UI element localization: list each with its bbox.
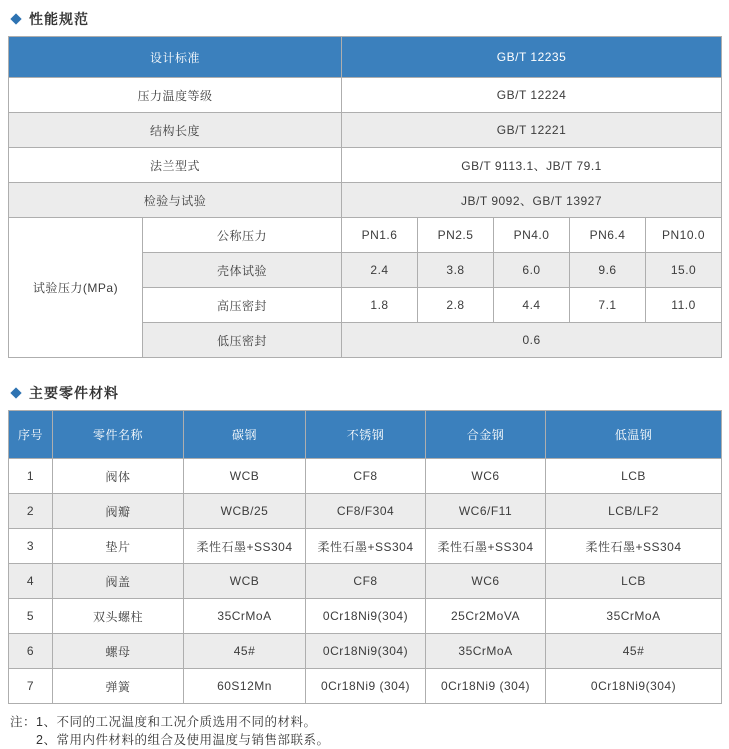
cell-part-name: 阀体 <box>53 459 184 494</box>
cell-material: 0Cr18Ni9(304) <box>306 599 426 634</box>
footnote-line: 1、不同的工况温度和工况介质选用不同的材料。 <box>36 715 317 729</box>
cell-material: 45# <box>184 634 306 669</box>
cell-part-name: 阀瓣 <box>53 494 184 529</box>
table-row <box>9 37 722 78</box>
cell-material: LCB/LF2 <box>546 494 722 529</box>
cell-label: 低压密封 <box>143 323 342 358</box>
cell-part-name: 双头螺柱 <box>53 599 184 634</box>
table-row <box>9 218 722 253</box>
cell-value: 7.1 <box>570 288 646 323</box>
footnotes <box>10 713 721 749</box>
cell-index: 4 <box>9 564 53 599</box>
cell-material: 柔性石墨+SS304 <box>306 529 426 564</box>
table-row <box>9 459 722 494</box>
cell-material: WC6/F11 <box>426 494 546 529</box>
column-header: 低温钢 <box>546 411 722 459</box>
cell-index: 7 <box>9 669 53 704</box>
cell-material: LCB <box>546 459 722 494</box>
materials-table <box>8 410 722 704</box>
cell-material: 柔性石墨+SS304 <box>184 529 306 564</box>
cell-value: 2.8 <box>418 288 494 323</box>
cell-value: PN4.0 <box>494 218 570 253</box>
cell-value: PN6.4 <box>570 218 646 253</box>
cell-value: 0.6 <box>342 323 722 358</box>
cell-value: 2.4 <box>342 253 418 288</box>
cell-value: 3.8 <box>418 253 494 288</box>
cell-material: CF8 <box>306 459 426 494</box>
table-row <box>9 529 722 564</box>
section-title-text: 主要零件材料 <box>29 385 119 401</box>
cell-material: CF8 <box>306 564 426 599</box>
cell-part-name: 弹簧 <box>53 669 184 704</box>
cell-value: GB/T 12221 <box>342 113 722 148</box>
cell-label: 设计标准 <box>9 37 342 78</box>
table-row <box>9 78 722 113</box>
cell-index: 3 <box>9 529 53 564</box>
cell-value: 4.4 <box>494 288 570 323</box>
cell-label: 结构长度 <box>9 113 342 148</box>
section-title-text: 性能规范 <box>29 11 89 27</box>
cell-value: 15.0 <box>646 253 722 288</box>
table-row <box>9 494 722 529</box>
cell-group-label: 试验压力(MPa) <box>9 218 143 358</box>
column-header: 碳钢 <box>184 411 306 459</box>
cell-material: WC6 <box>426 564 546 599</box>
cell-index: 6 <box>9 634 53 669</box>
cell-material: 0Cr18Ni9(304) <box>546 669 722 704</box>
section-title-materials <box>10 383 721 403</box>
cell-value: JB/T 9092、GB/T 13927 <box>342 183 722 218</box>
cell-material: WCB <box>184 459 306 494</box>
table-row <box>9 634 722 669</box>
performance-spec-table <box>8 36 722 358</box>
cell-material: 35CrMoA <box>184 599 306 634</box>
column-header: 不锈钢 <box>306 411 426 459</box>
cell-material: 60S12Mn <box>184 669 306 704</box>
cell-index: 2 <box>9 494 53 529</box>
cell-value: 1.8 <box>342 288 418 323</box>
cell-material: 25Cr2MoVA <box>426 599 546 634</box>
cell-material: 柔性石墨+SS304 <box>426 529 546 564</box>
cell-material: 45# <box>546 634 722 669</box>
cell-label: 检验与试验 <box>9 183 342 218</box>
cell-value: PN1.6 <box>342 218 418 253</box>
cell-value: 9.6 <box>570 253 646 288</box>
cell-material: 柔性石墨+SS304 <box>546 529 722 564</box>
column-header: 序号 <box>9 411 53 459</box>
cell-index: 5 <box>9 599 53 634</box>
cell-label: 壳体试验 <box>143 253 342 288</box>
cell-value: GB/T 12224 <box>342 78 722 113</box>
cell-label: 法兰型式 <box>9 148 342 183</box>
table-row <box>9 669 722 704</box>
cell-label: 压力温度等级 <box>9 78 342 113</box>
section-title-performance <box>10 9 721 29</box>
cell-material: WCB/25 <box>184 494 306 529</box>
cell-material: WCB <box>184 564 306 599</box>
cell-part-name: 垫片 <box>53 529 184 564</box>
cell-material: LCB <box>546 564 722 599</box>
cell-value: GB/T 12235 <box>342 37 722 78</box>
cell-material: CF8/F304 <box>306 494 426 529</box>
cell-material: WC6 <box>426 459 546 494</box>
cell-part-name: 螺母 <box>53 634 184 669</box>
cell-part-name: 阀盖 <box>53 564 184 599</box>
cell-material: 35CrMoA <box>546 599 722 634</box>
table-row <box>9 564 722 599</box>
footnote-lines <box>36 713 329 749</box>
diamond-bullet-icon <box>10 13 21 24</box>
column-header: 零件名称 <box>53 411 184 459</box>
cell-material: 0Cr18Ni9 (304) <box>306 669 426 704</box>
footnote-line: 2、常用内件材料的组合及使用温度与销售部联系。 <box>36 733 330 748</box>
cell-value: 11.0 <box>646 288 722 323</box>
section-spacer <box>8 358 721 382</box>
table-header-row <box>9 411 722 459</box>
diamond-bullet-icon <box>10 387 21 398</box>
cell-material: 35CrMoA <box>426 634 546 669</box>
footnote-prefix: 注： <box>10 715 37 729</box>
cell-label: 公称压力 <box>143 218 342 253</box>
cell-material: 0Cr18Ni9 (304) <box>426 669 546 704</box>
cell-value: PN10.0 <box>646 218 722 253</box>
cell-value: GB/T 9113.1、JB/T 79.1 <box>342 148 722 183</box>
cell-value: PN2.5 <box>418 218 494 253</box>
column-header: 合金钢 <box>426 411 546 459</box>
table-row <box>9 183 722 218</box>
table-row <box>9 113 722 148</box>
cell-material: 0Cr18Ni9(304) <box>306 634 426 669</box>
cell-index: 1 <box>9 459 53 494</box>
cell-label: 高压密封 <box>143 288 342 323</box>
cell-value: 6.0 <box>494 253 570 288</box>
table-row <box>9 148 722 183</box>
table-row <box>9 599 722 634</box>
